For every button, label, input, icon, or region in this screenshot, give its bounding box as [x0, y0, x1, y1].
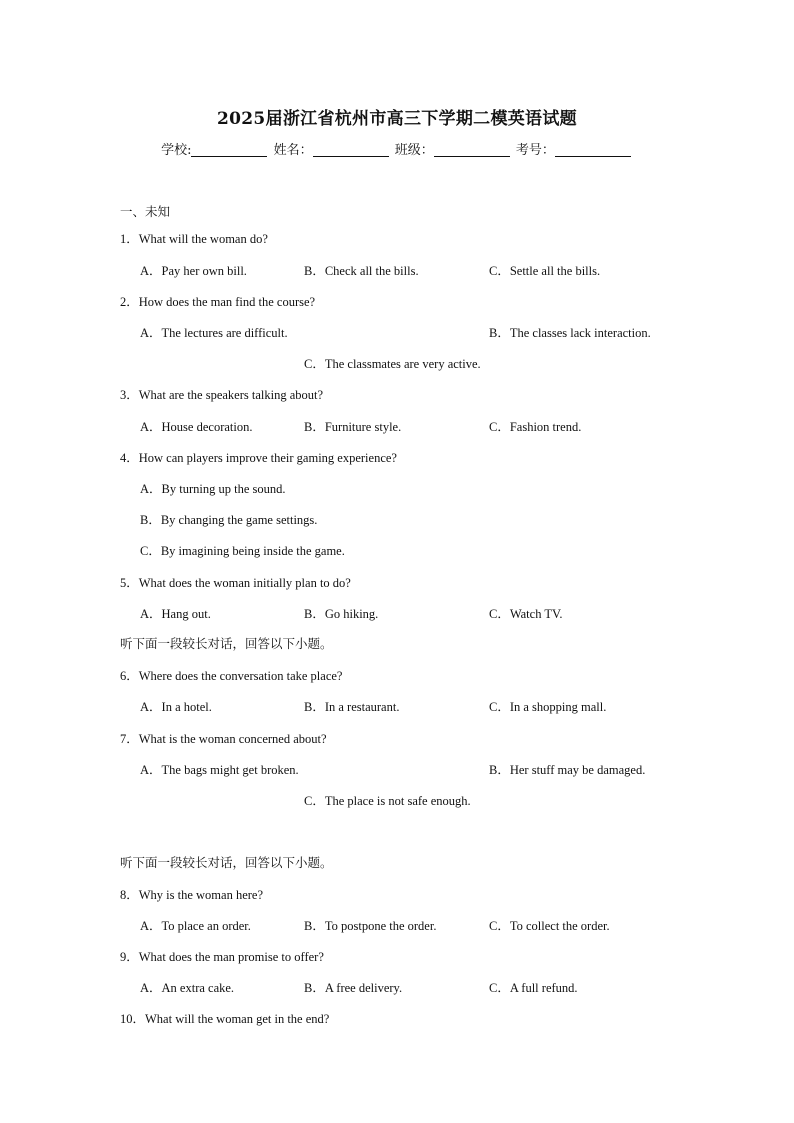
question-2: 2．How does the man find the course? — [120, 295, 316, 309]
q1-option-a: A．Pay her own bill. — [140, 264, 247, 278]
question-9: 9．What does the man promise to offer? — [120, 950, 324, 964]
q5-option-b: B．Go hiking. — [304, 607, 379, 621]
q5-option-a: A．Hang out. — [140, 607, 211, 621]
school-blank[interactable] — [191, 142, 267, 157]
q9-option-b: B．A free delivery. — [304, 981, 403, 995]
q7-option-b: B．Her stuff may be damaged. — [489, 763, 646, 777]
q7-option-c: C．The place is not safe enough. — [304, 794, 471, 808]
q8-option-b: B．To postpone the order. — [304, 919, 437, 933]
q5-option-c: C．Watch TV. — [489, 607, 563, 621]
class-label: 班级： — [394, 143, 434, 158]
q6-option-b: B．In a restaurant. — [304, 700, 400, 714]
long-dialog-instruction-2: 听下面一段较长对话，回答以下小题。 — [120, 855, 333, 870]
question-7: 7．What is the woman concerned about? — [120, 732, 327, 746]
q1-option-b: B．Check all the bills. — [304, 264, 419, 278]
section-title: 一、未知 — [120, 204, 171, 219]
q8-option-a: A．To place an order. — [140, 919, 251, 933]
school-label: 学校: — [161, 143, 192, 158]
q8-option-c: C．To collect the order. — [489, 919, 610, 933]
question-4: 4．How can players improve their gaming experience? — [120, 451, 397, 465]
q9-option-c: C．A full refund. — [489, 981, 578, 995]
q6-option-c: C．In a shopping mall. — [489, 700, 607, 714]
class-blank[interactable] — [434, 142, 510, 157]
name-label: 姓名： — [273, 143, 313, 158]
question-5: 5．What does the woman initially plan to do? — [120, 576, 351, 590]
question-1: 1．What will the woman do? — [120, 232, 268, 246]
page-title: 2025届浙江省杭州市高三下学期二模英语试题 — [217, 109, 577, 129]
q9-option-a: A．An extra cake. — [140, 981, 235, 995]
q2-option-a: A．The lectures are difficult. — [140, 326, 288, 340]
q3-option-b: B．Furniture style. — [304, 420, 402, 434]
student-info-row — [0, 139, 794, 158]
question-10: 10．What will the woman get in the end? — [120, 1012, 330, 1026]
q6-option-a: A．In a hotel. — [140, 700, 212, 714]
q3-option-a: A．House decoration. — [140, 420, 253, 434]
number-label: 考号： — [515, 143, 555, 158]
number-blank[interactable] — [555, 142, 631, 157]
q3-option-c: C．Fashion trend. — [489, 420, 582, 434]
q2-option-b: B．The classes lack interaction. — [489, 326, 651, 340]
q4-option-b: B．By changing the game settings. — [140, 513, 318, 527]
q2-option-c: C．The classmates are very active. — [304, 357, 481, 371]
q4-option-c: C．By imagining being inside the game. — [140, 544, 345, 558]
question-3: 3．What are the speakers talking about? — [120, 388, 324, 402]
question-6: 6．Where does the conversation take place? — [120, 669, 343, 683]
q4-option-a: A．By turning up the sound. — [140, 482, 286, 496]
q7-option-a: A．The bags might get broken. — [140, 763, 299, 777]
long-dialog-instruction: 听下面一段较长对话，回答以下小题。 — [120, 636, 333, 651]
name-blank[interactable] — [313, 142, 389, 157]
q1-option-c: C．Settle all the bills. — [489, 264, 601, 278]
question-8: 8．Why is the woman here? — [120, 888, 264, 902]
